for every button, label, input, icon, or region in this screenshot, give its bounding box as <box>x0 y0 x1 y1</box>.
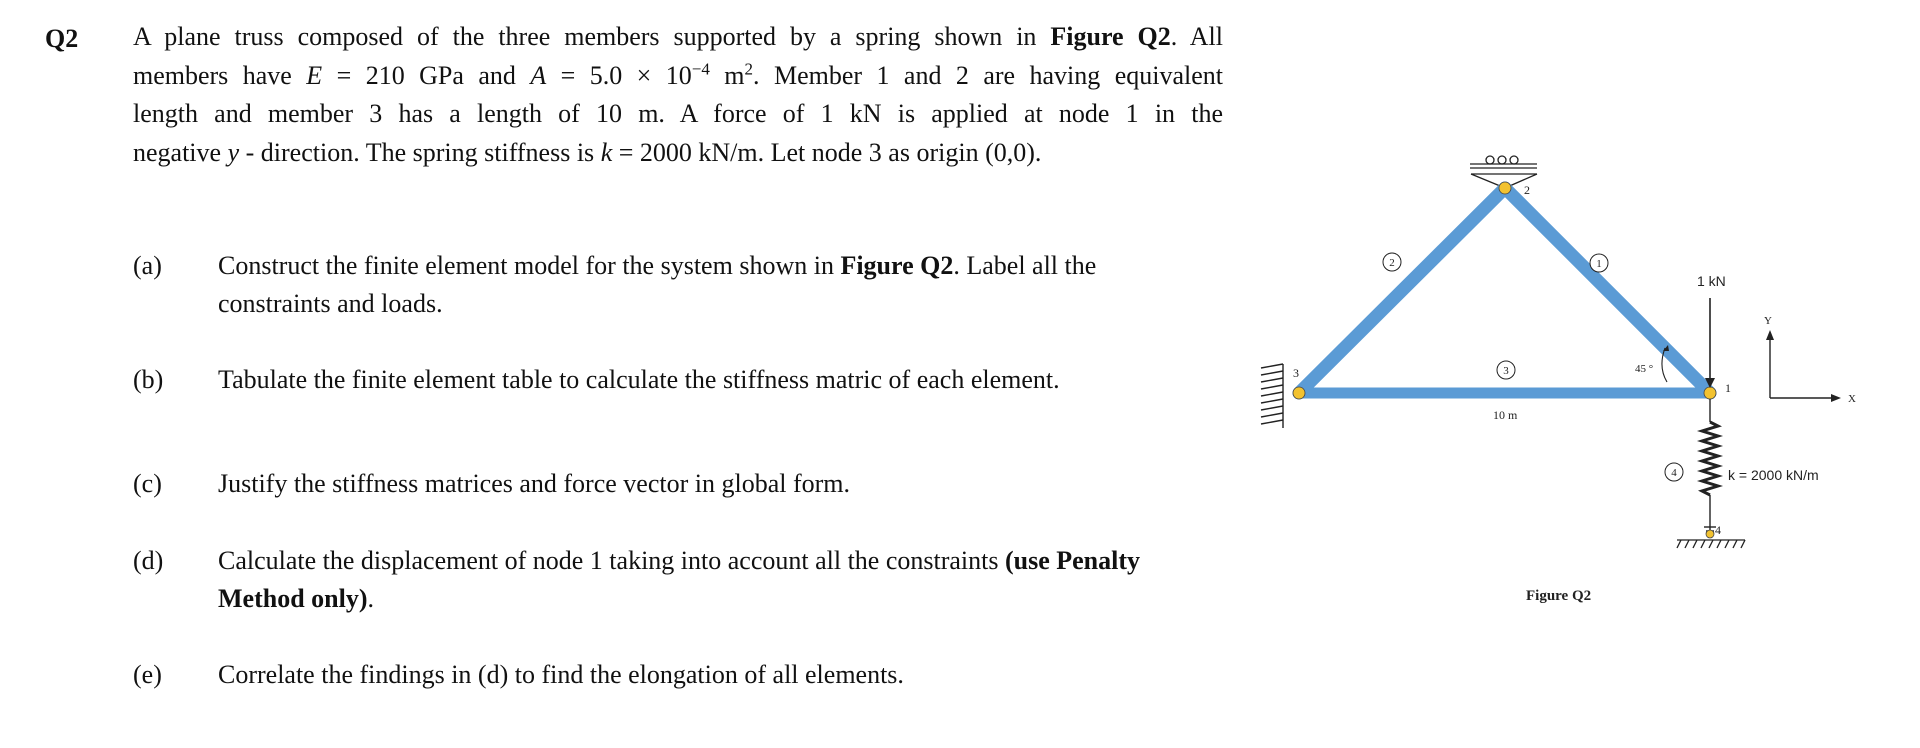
node-label-3: 3 <box>1293 366 1299 380</box>
member-1 <box>1505 188 1710 393</box>
axes <box>1766 330 1841 402</box>
question-intro <box>133 18 1223 172</box>
svg-text:3: 3 <box>1503 365 1509 377</box>
part-text: Justify the stiffness matrices and force vector in global form. <box>218 469 851 498</box>
wall-support-left <box>1261 364 1283 428</box>
element-label-4 <box>1665 463 1683 481</box>
part-label: (d) <box>133 546 164 575</box>
question-number: Q2 <box>45 24 79 53</box>
intro-line-3: length and member 3 has a length of 10 m. A force of 1 kN is applied at node 1 in the <box>133 99 1223 128</box>
force-label: 1 kN <box>1697 273 1726 289</box>
length-label: 10 m <box>1493 408 1518 422</box>
part-text: Calculate the displacement of node 1 taking into account all the constraints (use Penalty Method only). <box>218 546 1141 613</box>
intro-line-1: A plane truss composed of the three members supported by a spring shown in Figure Q2. All <box>133 22 1223 51</box>
node-label-4: 4 <box>1715 523 1721 537</box>
element-label-3 <box>1497 361 1515 379</box>
svg-text:4: 4 <box>1671 467 1677 479</box>
member-2 <box>1299 188 1505 393</box>
node-label-2: 2 <box>1524 183 1530 197</box>
part-text: Correlate the findings in (d) to find the elongation of all elements. <box>218 660 904 689</box>
node-3-marker <box>1293 387 1305 399</box>
axis-x-label: X <box>1848 393 1856 405</box>
part-label: (c) <box>133 469 162 498</box>
spring-label: k = 2000 kN/m <box>1728 467 1819 483</box>
part-text: Construct the finite element model for the system shown in Figure Q2. Label all the constraints and loads. <box>218 251 1097 318</box>
part-label: (e) <box>133 660 162 689</box>
intro-line-4: negative y - direction. The spring stiffness is k = 2000 kN/m. Let node 3 as origin (0,0). <box>133 137 1042 167</box>
element-label-1 <box>1590 254 1608 272</box>
ground-support <box>1677 540 1745 548</box>
intro-line-2: members have E = 210 GPa and $A = 5.0 \times 10^{-4}$ $m^2$. Member 1 and 2 are having equivalent <box>133 58 1224 90</box>
svg-text:1: 1 <box>1596 258 1602 270</box>
spring <box>1702 399 1718 534</box>
angle-label: 45 ° <box>1635 363 1654 375</box>
element-label-2 <box>1383 253 1401 271</box>
part-label: (b) <box>133 365 164 394</box>
node-label-1: 1 <box>1725 381 1731 395</box>
node-4-marker <box>1706 530 1714 538</box>
truss-figure <box>1245 150 1865 620</box>
figure-caption: Figure Q2 <box>1526 588 1592 604</box>
axis-y-label: Y <box>1764 315 1772 327</box>
node-1-marker <box>1704 387 1716 399</box>
part-text: Tabulate the finite element table to calculate the stiffness matric of each element. <box>218 365 1060 394</box>
part-label: (a) <box>133 251 162 280</box>
svg-text:2: 2 <box>1389 257 1395 269</box>
node-2-marker <box>1499 182 1511 194</box>
